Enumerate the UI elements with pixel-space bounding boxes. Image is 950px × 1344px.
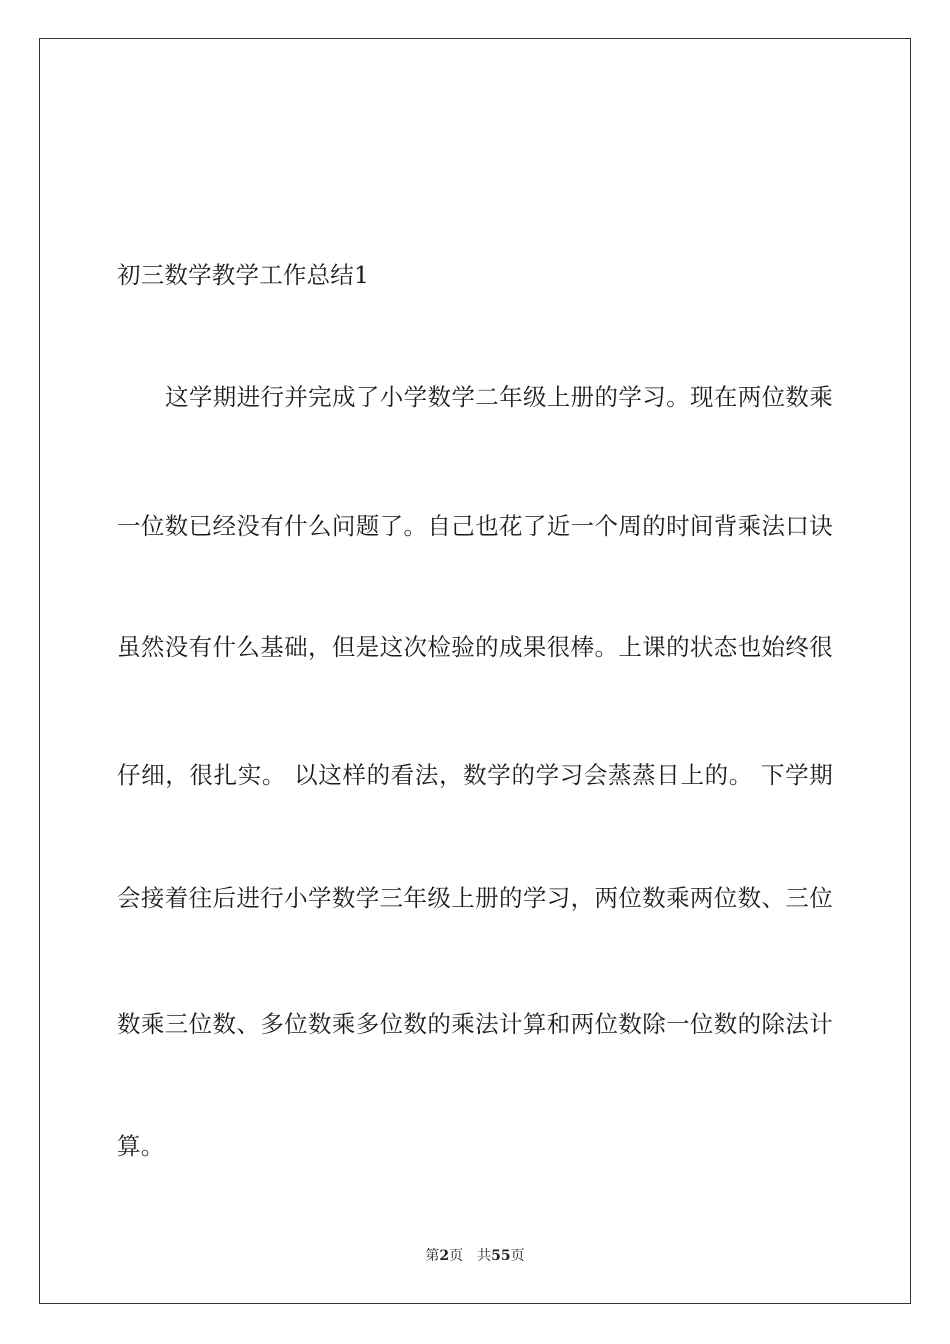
page-number: 2 bbox=[439, 1248, 450, 1264]
page-prefix: 第 bbox=[425, 1248, 440, 1264]
paragraph-line-5: 会接着往后进行小学数学三年级上册的学习，两位数乘两位数、三位 bbox=[117, 884, 833, 912]
total-pages: 55 bbox=[491, 1248, 511, 1264]
document-title: 初三数学教学工作总结1 bbox=[117, 261, 370, 289]
paragraph-line-4: 仔细，很扎实。 以这样的看法，数学的学习会蒸蒸日上的。 下学期 bbox=[117, 761, 833, 789]
paragraph-line-7: 算。 bbox=[117, 1132, 165, 1160]
page-border bbox=[39, 38, 911, 1304]
page-suffix: 页 bbox=[449, 1248, 464, 1264]
paragraph-line-2: 一位数已经没有什么问题了。自己也花了近一个周的时间背乘法口诀 bbox=[117, 512, 833, 540]
page-footer bbox=[0, 1246, 950, 1266]
paragraph-line-3: 虽然没有什么基础，但是这次检验的成果很棒。上课的状态也始终很 bbox=[117, 633, 833, 661]
paragraph-line-1: 这学期进行并完成了小学数学二年级上册的学习。现在两位数乘 bbox=[165, 383, 833, 411]
paragraph-line-6: 数乘三位数、多位数乘多位数的乘法计算和两位数除一位数的除法计 bbox=[117, 1010, 833, 1038]
total-prefix: 共 bbox=[477, 1248, 492, 1264]
total-suffix: 页 bbox=[510, 1248, 525, 1264]
